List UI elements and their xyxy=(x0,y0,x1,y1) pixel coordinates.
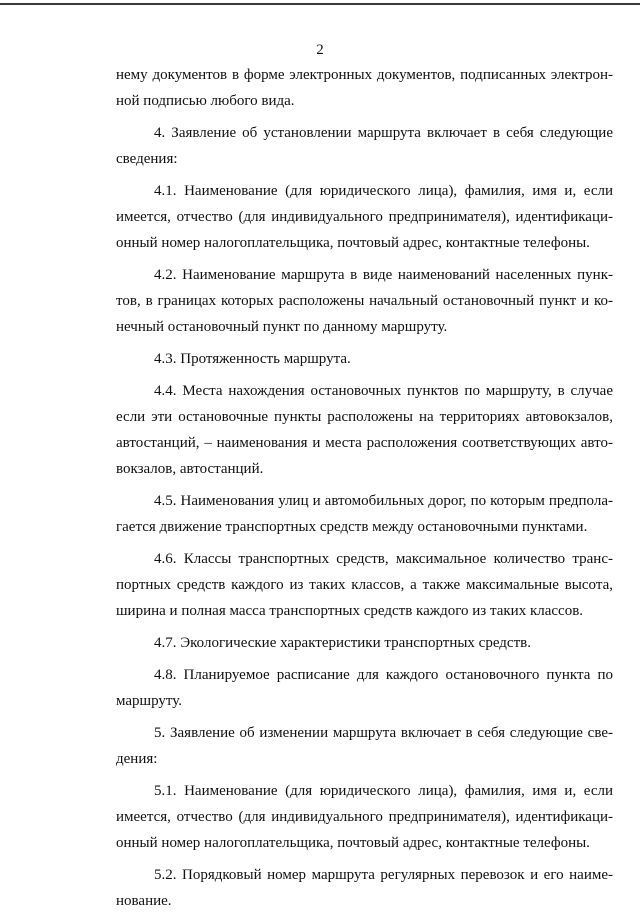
paragraph-item-4-5: 4.5. Наименования улиц и автомобильных дорог, по которым предполагается движение транспортных средств между остановочными пунктами. xyxy=(116,493,613,535)
paragraph-item-4-1: 4.1. Наименование (для юридического лица), фамилия, имя и, если имеется, отчество (для индивидуального предпринимателя), идентификационный номер налогоплательщика, почтовый адрес, контактные телефоны. xyxy=(116,183,613,251)
paragraph-item-5-2: 5.2. Порядковый номер маршрута регулярных перевозок и его наименование. xyxy=(116,867,613,909)
top-border-line xyxy=(0,3,640,5)
paragraph-item-4-4: 4.4. Места нахождения остановочных пунктов по маршруту, в случае если эти остановочные пункты расположены на территориях автовокзалов, автостанций, – наименования и места расположения соответствующих автовокзалов, автостанций. xyxy=(116,383,613,477)
paragraph-item-4-7: 4.7. Экологические характеристики транспортных средств. xyxy=(154,635,531,651)
paragraph-item-5-1: 5.1. Наименование (для юридического лица), фамилия, имя и, если имеется, отчество (для индивидуального предпринимателя), идентификационный номер налогоплательщика, почтовый адрес, контактные телефоны. xyxy=(116,783,613,851)
paragraph-item-4-3: 4.3. Протяженность маршрута. xyxy=(154,351,351,367)
document-body xyxy=(116,62,613,914)
paragraph-continuation: нему документов в форме электронных документов, подписанных электронной подписью любого вида. xyxy=(116,67,613,109)
page-number: 2 xyxy=(316,42,324,58)
paragraph-item-4-8: 4.8. Планируемое расписание для каждого остановочного пункта по маршруту. xyxy=(116,667,613,709)
paragraph-item-4: 4. Заявление об установлении маршрута включает в себя следующие сведения: xyxy=(116,125,613,167)
paragraph-item-4-6: 4.6. Классы транспортных средств, максимальное количество транспортных средств каждого из таких классов, а также максимальные высота, ширина и полная масса транспортных средств каждого из таких классов. xyxy=(116,551,613,619)
paragraph-item-5: 5. Заявление об изменении маршрута включает в себя следующие сведения: xyxy=(116,725,613,767)
paragraph-item-4-2: 4.2. Наименование маршрута в виде наименований населенных пунктов, в границах которых расположены начальный остановочный пункт и конечный остановочный пункт по данному маршруту. xyxy=(116,267,613,335)
